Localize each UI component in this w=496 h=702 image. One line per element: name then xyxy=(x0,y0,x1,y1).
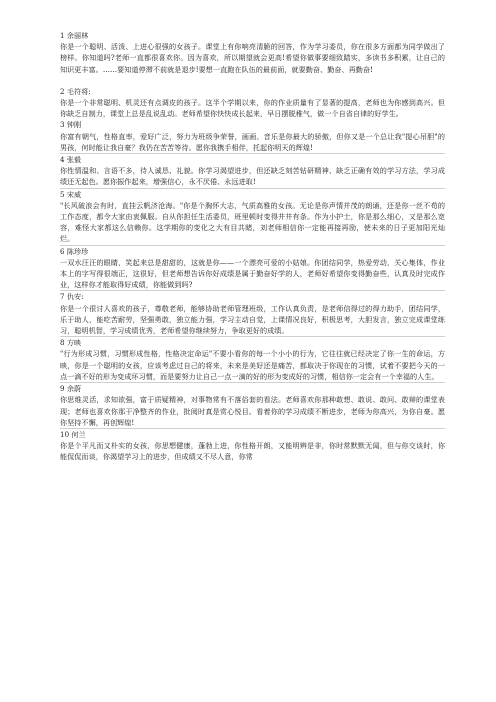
comment-entry-1 xyxy=(60,30,445,75)
student-name: 9 余蔚 xyxy=(60,384,82,394)
spacer xyxy=(60,75,445,86)
student-name: 1 余丽林 xyxy=(60,31,89,40)
student-name: 7 仇安: xyxy=(60,292,84,302)
comment-text: 你思维灵活，求知欲强，富于质疑精神，对事物常有不落俗套的看法。老师喜欢你那种敢想、敢说、敢问、敢辩的课堂表现；老师也喜欢你那干净整齐的作业，批阅时真是赏心悦目。看着你的学习成绩不断进步，老师为你高兴，为你自豪。愿你坚持不懈，再创辉煌! xyxy=(60,395,445,427)
comment-text: "行为形成习惯，习惯形成性格，性格决定命运"不要小看你的每一个小小的行为，它往往就已经决定了你一生的命运，方映，你是一个聪明的女孩，应该考虑过自己的将来，未来是美好还是痛苦，都取决于你现在的习惯，试着不要把今天的一点一滴不好的形为变成坏习惯，而是要努力让自己一点一滴的好的形为变成好的习惯，相信你一定会有一个幸福的人生。 xyxy=(60,349,445,381)
student-name: 5 宋威 xyxy=(60,189,82,199)
comment-entry-8 xyxy=(60,337,445,382)
comment-entry-7 xyxy=(60,291,445,336)
comment-text: 你是一个聪明、活泼、上进心很强的女孩子。课堂上有你响亮清脆的回答，作为学习委员，你在很多方面都为同学做出了榜样。你知道吗?老师一直都很喜欢你。因为喜欢，所以期望就会更高!希望你做事要细致踏实，多读书多积累，让自己的知识更丰富。……要知道停滞不前就是退步!要想一直跑在队伍的最前面，就要勤奋、勤奋、再勤奋! xyxy=(60,42,445,74)
student-name: 3 钟刚 xyxy=(60,120,82,130)
comment-entry-9 xyxy=(60,383,445,428)
comment-entry-3 xyxy=(60,119,445,153)
comment-entry-5 xyxy=(60,189,445,245)
comment-text: 一双水汪汪的眼睛，笑起来总是甜甜的，这就是你——一个漂亮可爱的小姑娘。你团结同学，热爱劳动，关心集体，作业本上的字写得很端正，这很好，但老师想告诉你好成绩是属于勤奋好学的人，老师好希望你变得勤奋些，认真及时完成作业，这样你才能取得好成绩，你能做到吗? xyxy=(60,257,445,290)
comment-text: 你是一个非常聪明、机灵还有点调皮的孩子。这半个学期以来，你的作业质量有了显著的提高，老师也为你感到高兴。但你缺乏自制力，课堂上总是乱说乱动。老师希望你快快成长起来，早日摆脱稚气，做一个自省自律的好学生。 xyxy=(60,98,445,119)
comment-text: 你是个平凡而又朴实的女孩，你思想健康，蓬勃上进，你性格开朗，又能明辨是非，你时常默默无闻，但与你交谈时，你能侃侃而谈，你渴望学习上的进步，但成绩又不尽人意，你常 xyxy=(60,441,445,462)
comment-entry-4 xyxy=(60,154,445,188)
student-name: 8 方映 xyxy=(60,338,82,348)
student-name: 4 张毅 xyxy=(60,155,82,165)
comment-document xyxy=(60,30,445,463)
comment-entry-6 xyxy=(60,246,445,291)
comment-text: 你富有朝气，性格直率，爱好广泛，努力为班级争荣誉，画画、音乐是你最大的骄傲，但你又是一个总让我"提心吊胆"的男孩，何时能让我自豪？我仍在苦苦等待。愿你我携手相伴，托起你明天的辉煌! xyxy=(60,131,445,152)
student-name: 6 陈珍珍 xyxy=(60,246,89,256)
comment-entry-10 xyxy=(60,429,445,463)
comment-text: 你是一个很讨人喜欢的孩子，尊敬老师，能够协助老师管理班级，工作认真负责，是老师信得过的得力助手，团结同学，乐于助人，能吃苦耐劳，坚强勇敢，独立能力强，学习主动自觉，上课情况良好，积极思考，大胆发言，独立完成课堂练习，聪明机智，学习成绩优秀，老师希望你继续努力，争取更好的成绩。 xyxy=(60,303,445,336)
comment-text: "长风破浪会有时，直挂云帆济沧海。"你是个胸怀大志，气质高雅的女孩。无论是你声情并茂的朗诵，还是你一丝不苟的工作态度，都令大家由衷佩服。自从你担任生活委员，班里顿时变得井井有条。作为小护士，你是那么细心，又是那么宽容，难怪大家都这么信赖你。这学期你的变化之大有目共睹，刘老师相信你一定能再接再励，使未来的日子更加阳光灿烂。 xyxy=(60,200,445,244)
comment-text: 你性情温和、言语不多，待人诚恳、礼貌。你学习渴望进步，但还缺乏刻苦钻研精神、缺乏正确有效的学习方法，学习成绩还无起色。愿你振作起来，增强信心，永不厌倦、永远进取! xyxy=(60,166,445,187)
student-name: 10 何兰 xyxy=(60,429,86,439)
comment-entry-2 xyxy=(60,86,445,120)
student-name: 2 毛符将: xyxy=(60,86,91,96)
